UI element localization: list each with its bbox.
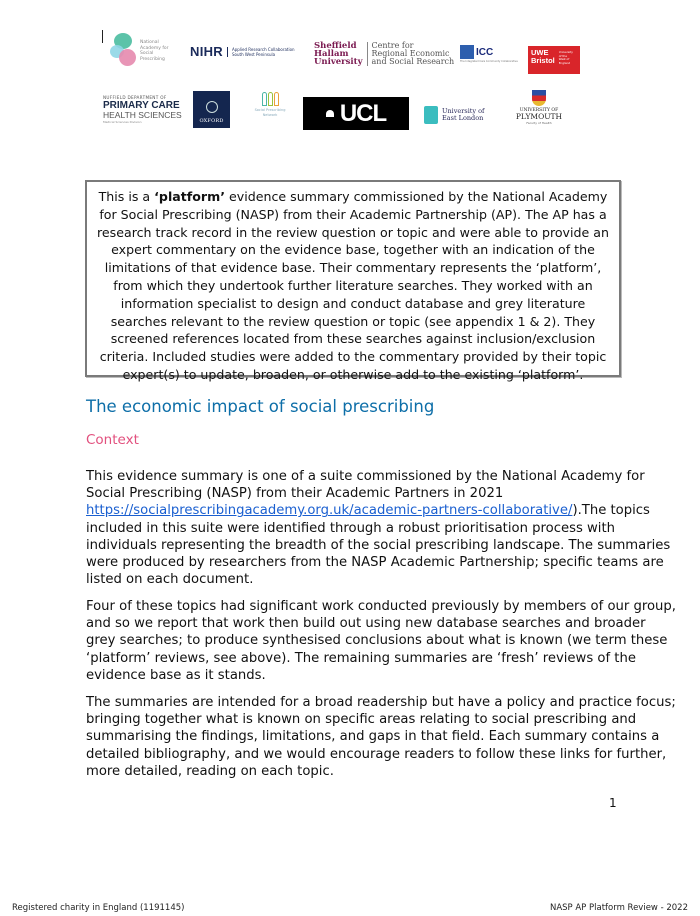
academic-partners-link[interactable]: https://socialprescribingacademy.org.uk/academic-partners-collaborative/ xyxy=(86,503,573,519)
paragraph-text: ).The topics included in this suite were identified through a robust prioritisation process with individuals representing the breadth of the social prescribing landscape. The summaries were produced by researchers from the NASP Academic Partnership; specific teams are listed on each document. xyxy=(86,503,671,588)
nihr-logo-text: Applied Research Collaboration South West Peninsula xyxy=(231,46,295,57)
plymouth-mid-text: PLYMOUTH xyxy=(515,112,563,121)
oxford-logo-name: OXFORD xyxy=(199,118,224,124)
people-figures-icon xyxy=(262,92,279,106)
section-heading-context: Context xyxy=(86,432,139,448)
sheffield-hallam-logo xyxy=(314,42,454,66)
paragraph-readership: The summaries are intended for a broad readership but have a policy and practice focus; bringing together what is known on specific areas relating to social prescribing and summarising the findings, limitations, and gaps in that field. Each summary contains a detailed bibliography, and we would encourage readers to follow these links for further, more detailed, reading on each topic. xyxy=(86,695,676,779)
paragraph-intro xyxy=(86,468,676,588)
plymouth-logo xyxy=(512,90,566,125)
nuffield-primary-care-logo xyxy=(103,95,182,124)
uel-name-line: East London xyxy=(442,114,484,122)
partner-logos-banner xyxy=(0,0,700,150)
nuffield-top-text: NUFFIELD DEPARTMENT OF xyxy=(103,95,167,100)
ucl-logo xyxy=(303,97,409,130)
nihr-logo xyxy=(190,44,302,59)
uel-emblem-icon xyxy=(424,106,438,124)
page-title: The economic impact of social prescribing xyxy=(86,397,435,416)
spn-logo-text: Social Prescribing Network xyxy=(254,108,286,117)
shu-text-line: and Social Research xyxy=(371,57,455,66)
frame-body-text: evidence summary commissioned by the National Academy for Social Prescribing (NASP) from their Academic Partnership (AP). The AP has a research track record in the review question or topic and were able to provide an expert commentary on the evidence base, together with an indication of the limitations of that evidence base. Their commentary represents the ‘platform’, from which they undertook further literature searches. They worked with an information specialist to design and conduct database and grey literature searches relevant to the review question or topic (see appendix 1 & 2). They screened references located from these searches against inclusion/exclusion criteria. Included studies were added to the commentary provided by their topic expert(s) to update, broaden, or otherwise add to the existing ‘platform’. xyxy=(97,189,609,382)
platform-summary-box xyxy=(85,180,621,382)
footer-charity-text: Registered charity in England (1191145) xyxy=(12,903,185,913)
nuffield-tiny-text: Medical Sciences Division xyxy=(103,120,142,124)
puzzle-icon xyxy=(460,45,474,59)
ucl-dome-icon xyxy=(326,110,334,117)
shu-text-line: Regional Economic xyxy=(371,49,450,58)
shu-name-line: Sheffield xyxy=(314,41,357,51)
uwe-logo-text: University of the West of England xyxy=(558,50,573,65)
icc-logo-name: ICC xyxy=(476,46,494,58)
paragraph-platform-reviews: Four of these topics had significant work conducted previously by members of our group, and so we report that work then build out using new database searches and broader grey searches; to produce synthesised conclusions about what is known (we term these ‘platform’ reviews, see above). The remaining summaries are ‘fresh’ reviews of the evidence base as it stands. xyxy=(86,599,676,683)
social-prescribing-network-logo xyxy=(252,92,288,132)
plymouth-top-text: UNIVERSITY OF xyxy=(519,108,559,113)
shu-name-line: Hallam xyxy=(314,49,349,59)
uel-name-line: University of xyxy=(442,107,485,115)
page-number: 1 xyxy=(609,796,617,810)
nuffield-bot-text: HEALTH SCIENCES xyxy=(103,110,182,120)
oxford-crest-icon xyxy=(206,101,218,113)
plymouth-crest-icon xyxy=(532,90,546,106)
uwe-bristol-logo xyxy=(528,46,580,74)
oxford-logo xyxy=(193,91,230,128)
frame-bold-term: ‘platform’ xyxy=(154,189,226,204)
uwe-name-line: UWE xyxy=(531,48,549,57)
footer-review-text: NASP AP Platform Review - 2022 xyxy=(549,903,688,913)
frame-intro-text: This is a xyxy=(98,189,155,204)
paragraph-text: This evidence summary is one of a suite commissioned by the National Academy for Social Prescribing (NASP) from their Academic Partners in 2021 xyxy=(86,469,645,502)
ucl-logo-name: UCL xyxy=(339,99,387,127)
uel-logo xyxy=(424,106,484,124)
plymouth-bot-text: Faculty of Health xyxy=(526,121,552,125)
nasp-logo-text: National Academy for Social Prescribing xyxy=(140,40,169,62)
text-cursor xyxy=(102,30,103,43)
nihr-logo-name: NIHR xyxy=(190,44,223,59)
icc-logo xyxy=(460,45,520,63)
icc-logo-text: The Integrated Care Community Collaborative xyxy=(460,60,518,63)
uwe-name-line: Bristol xyxy=(531,56,555,65)
nasp-circles-icon xyxy=(110,33,136,69)
nasp-logo xyxy=(110,32,176,70)
nuffield-mid-text: PRIMARY CARE xyxy=(103,100,180,111)
shu-text-line: Centre for xyxy=(371,41,414,50)
shu-name-line: University xyxy=(314,57,363,67)
